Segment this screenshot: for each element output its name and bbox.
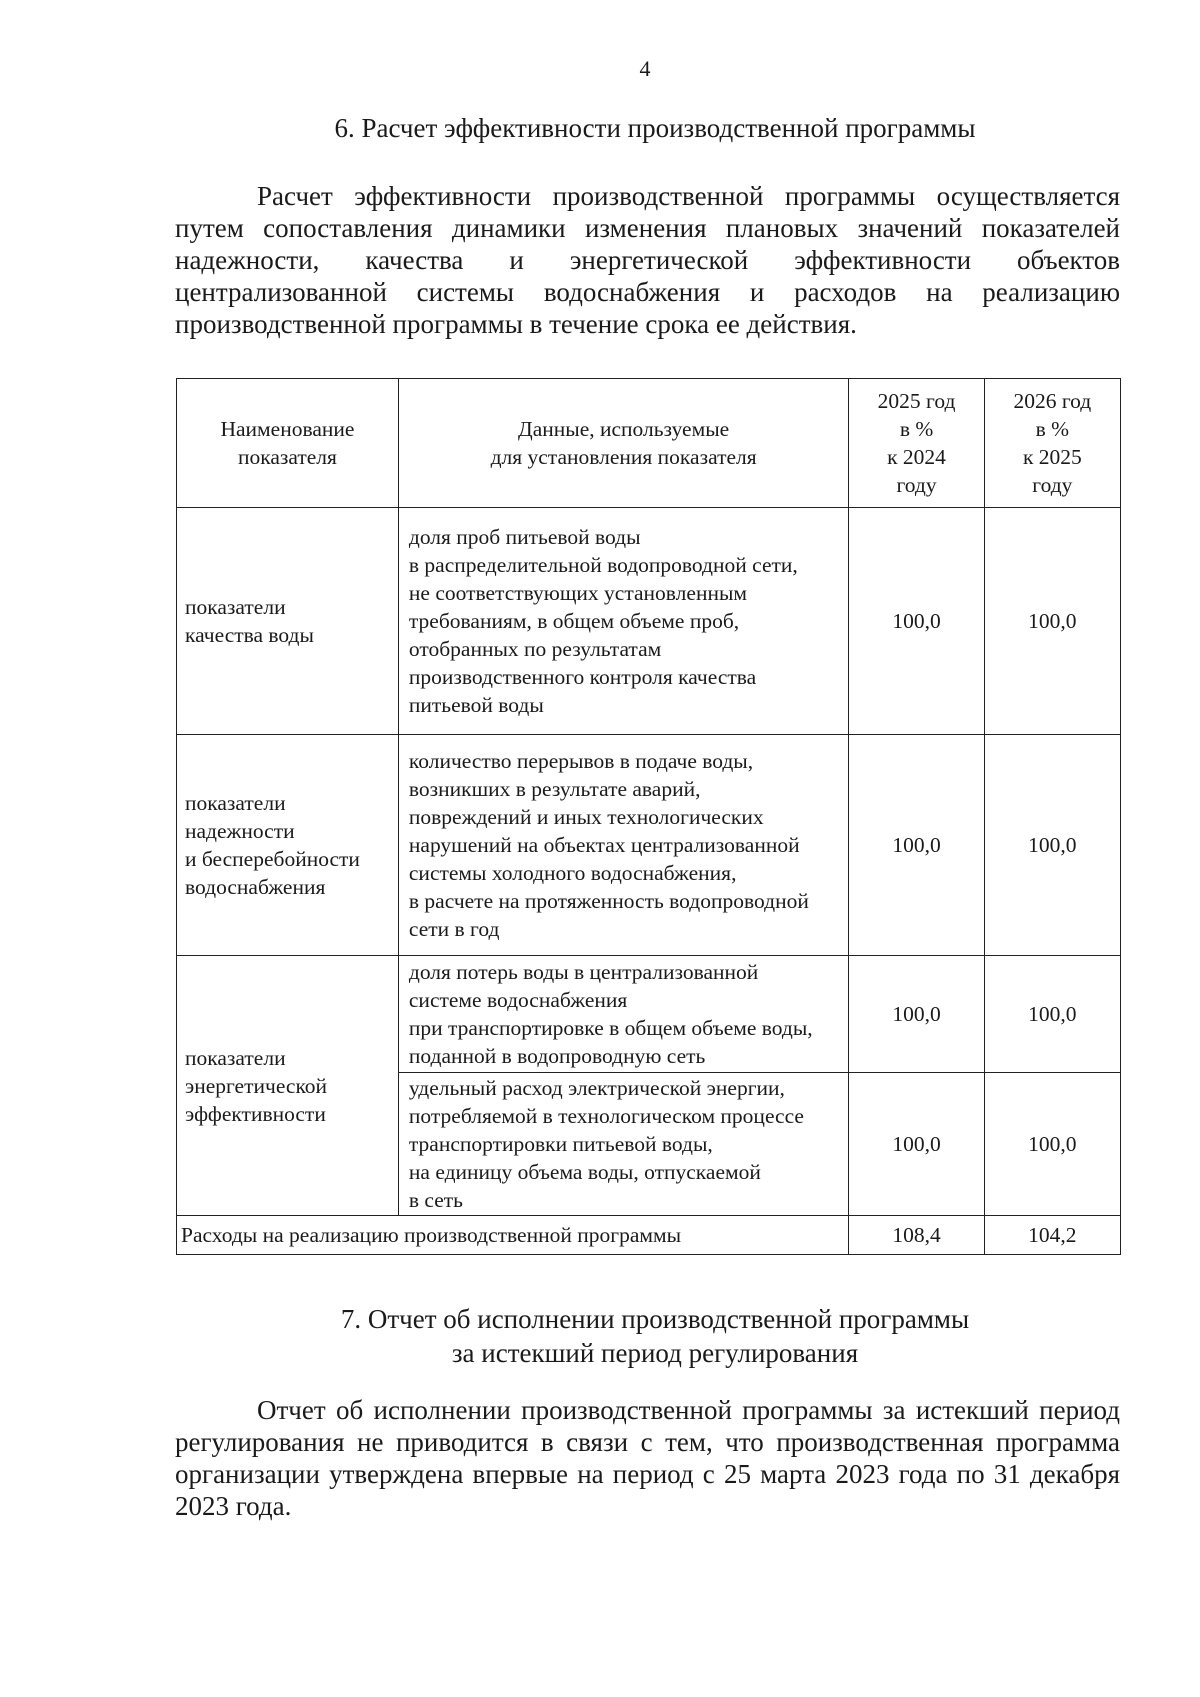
- value-2026: 100,0: [984, 508, 1120, 735]
- section-6-paragraph: [175, 180, 1120, 340]
- efficiency-table: [176, 378, 1121, 1255]
- indicator-data: доля потерь воды в централизованной системе водоснабжения при транспортировке в общем объеме воды, поданной в водопроводную сеть: [398, 956, 848, 1073]
- indicator-name: показатели энергетической эффективности: [177, 956, 399, 1216]
- section-7-title-line: 7. Отчет об исполнении производственной программы: [340, 1304, 970, 1334]
- paragraph-line: Отчет об исполнении производственной программы за истекший период: [257, 1395, 1120, 1425]
- indicator-name: показатели качества воды: [177, 508, 399, 735]
- section-7-title-line: за истекший период регулирования: [451, 1338, 859, 1368]
- paragraph-line: регулирования не приводится в связи с тем, что производственная программа: [175, 1427, 1120, 1457]
- header-indicator-name: Наименование показателя: [177, 379, 399, 508]
- table-row: [177, 508, 1121, 735]
- value-2026: 100,0: [984, 735, 1120, 956]
- indicator-data: количество перерывов в подаче воды, возникших в результате аварий, повреждений и иных технологических нарушений на объектах централизованной системы холодного водоснабжения, в расчете на протяженность водопроводной сети в год: [398, 735, 848, 956]
- paragraph-line: Расчет эффективности производственной программы осуществляется: [257, 181, 1120, 211]
- header-2026: 2026 год в % к 2025 году: [984, 379, 1120, 508]
- indicator-data: доля проб питьевой воды в распределительной водопроводной сети, не соответствующих установленным требованиям, в общем объеме проб, отобранных по результатам производственного контроля качества питьевой воды: [398, 508, 848, 735]
- value-2025: 100,0: [849, 508, 984, 735]
- paragraph-line: 2023 года.: [175, 1491, 292, 1521]
- paragraph-line: централизованной системы водоснабжения и расходов на реализацию: [175, 277, 1120, 307]
- total-2025: 108,4: [849, 1216, 984, 1255]
- value-2026: 100,0: [984, 1073, 1120, 1216]
- total-2026: 104,2: [984, 1216, 1120, 1255]
- paragraph-line: путем сопоставления динамики изменения плановых значений показателей: [175, 213, 1120, 243]
- value-2026: 100,0: [984, 956, 1120, 1073]
- table-total-row: [177, 1216, 1121, 1255]
- paragraph-line: производственной программы в течение срока ее действия.: [175, 309, 857, 339]
- section-7-paragraph: [175, 1394, 1120, 1522]
- header-2025: 2025 год в % к 2024 году: [849, 379, 984, 508]
- indicator-name: показатели надежности и бесперебойности водоснабжения: [177, 735, 399, 956]
- header-data-used: Данные, используемые для установления показателя: [398, 379, 848, 508]
- table-row: [177, 956, 1121, 1073]
- table-header-row: [177, 379, 1121, 508]
- value-2025: 100,0: [849, 956, 984, 1073]
- total-label: Расходы на реализацию производственной программы: [177, 1216, 849, 1255]
- paragraph-line: организации утверждена впервые на период с 25 марта 2023 года по 31 декабря: [175, 1459, 1120, 1489]
- indicator-data: удельный расход электрической энергии, потребляемой в технологическом процессе транспортировки питьевой воды, на единицу объема воды, отпускаемой в сеть: [398, 1073, 848, 1216]
- value-2025: 100,0: [849, 1073, 984, 1216]
- paragraph-line: надежности, качества и энергетической эффективности объектов: [175, 245, 1120, 275]
- page-number: 4: [639, 56, 651, 81]
- value-2025: 100,0: [849, 735, 984, 956]
- section-6-title: 6. Расчет эффективности производственной программы: [334, 113, 976, 143]
- section-7-title: [180, 1302, 1130, 1370]
- table-row: [177, 735, 1121, 956]
